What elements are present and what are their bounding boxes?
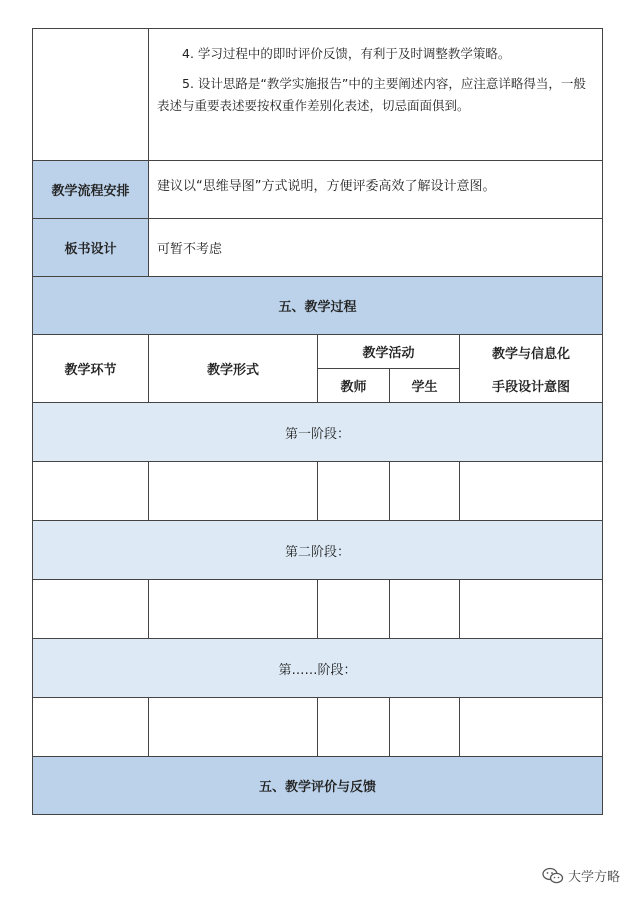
blank-row (33, 580, 603, 639)
blank-cell[interactable] (318, 698, 390, 757)
blank-cell[interactable] (318, 580, 390, 639)
blank-cell[interactable] (149, 462, 318, 521)
note-item-4: 4. 学习过程中的即时评价反馈，有利于及时调整教学策略。 (182, 46, 511, 61)
board-label: 板书设计 (33, 219, 149, 277)
section-title: 五、教学过程 (33, 277, 603, 335)
blank-cell[interactable] (33, 580, 149, 639)
blank-cell[interactable] (460, 698, 603, 757)
flow-text: 建议以“思维导图”方式说明，方便评委高效了解设计意图。 (149, 161, 603, 219)
phase-label: 第二阶段： (33, 521, 603, 580)
header-stage: 教学环节 (33, 335, 149, 403)
notes-row (33, 29, 603, 161)
next-section-title: 五、教学评价与反馈 (33, 757, 603, 815)
header-form: 教学形式 (149, 335, 318, 403)
blank-cell[interactable] (390, 580, 460, 639)
header-activity: 教学活动 (318, 335, 460, 369)
teaching-design-table (32, 28, 603, 815)
notes-row-label (33, 29, 149, 161)
blank-row (33, 698, 603, 757)
note-item-5: 5. 设计思路是“教学实施报告”中的主要阐述内容，应注意详略得当，一般表述与重要表述要按权重作差别化表述，切忌面面俱到。 (157, 76, 586, 113)
section-banner-row (33, 277, 603, 335)
blank-cell[interactable] (33, 698, 149, 757)
board-row (33, 219, 603, 277)
blank-cell[interactable] (33, 462, 149, 521)
header-row-1 (33, 335, 603, 369)
board-text: 可暂不考虑 (149, 219, 603, 277)
phase-label: 第一阶段： (33, 403, 603, 462)
wechat-icon (542, 867, 564, 885)
blank-cell[interactable] (149, 698, 318, 757)
header-intent-line1: 教学与信息化 (492, 346, 571, 362)
blank-cell[interactable] (460, 462, 603, 521)
flow-label: 教学流程安排 (33, 161, 149, 219)
blank-cell[interactable] (318, 462, 390, 521)
watermark-text: 大学方略 (567, 870, 620, 885)
phase-row (33, 403, 603, 462)
flow-row (33, 161, 603, 219)
blank-cell[interactable] (460, 580, 603, 639)
blank-cell[interactable] (390, 698, 460, 757)
phase-row (33, 521, 603, 580)
header-teacher: 教师 (318, 369, 390, 403)
phase-label: 第……阶段： (33, 639, 603, 698)
header-student: 学生 (390, 369, 460, 403)
phase-row (33, 639, 603, 698)
notes-cell (149, 29, 603, 161)
header-intent-line2: 手段设计意图 (492, 379, 571, 395)
blank-cell[interactable] (390, 462, 460, 521)
watermark (542, 866, 620, 885)
header-intent (460, 335, 603, 403)
section-banner-row (33, 757, 603, 815)
blank-row (33, 462, 603, 521)
blank-cell[interactable] (149, 580, 318, 639)
